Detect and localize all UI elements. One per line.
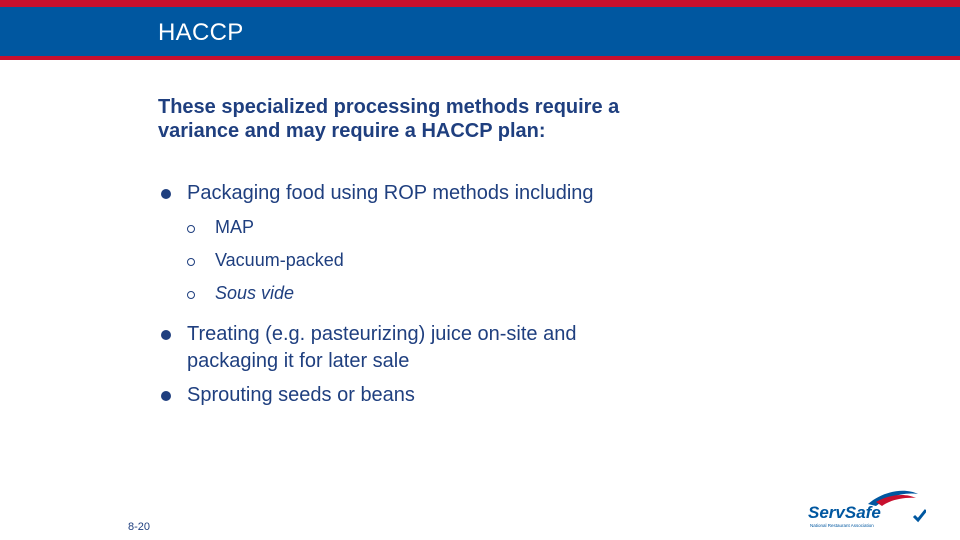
bullet-item-juice (158, 321, 627, 375)
logo-tagline: National Restaurant Association (810, 523, 874, 528)
bullet-text: Treating (e.g. pasteurizing) juice on-site and packaging it for later sale (187, 323, 577, 372)
sub-item-vacuum-packed (187, 247, 627, 280)
title-bar (0, 7, 960, 56)
sub-item-sous-vide (187, 280, 627, 313)
bullet-dot-icon (161, 391, 171, 401)
bullet-item-rop (158, 180, 627, 313)
servsafe-logo (806, 488, 926, 534)
bullet-text: Sprouting seeds or beans (187, 384, 415, 406)
sub-bullet-list (187, 214, 627, 313)
intro-text: These specialized processing methods require a variance and may require a HACCP plan: (158, 96, 620, 142)
bullet-item-sprouting (158, 382, 627, 409)
sub-bullet-ring-icon (187, 291, 195, 299)
sub-bullet-ring-icon (187, 225, 195, 233)
sub-item-map (187, 214, 627, 247)
title-underline-stripe (0, 56, 960, 60)
sub-bullet-ring-icon (187, 258, 195, 266)
sub-item-text: MAP (215, 217, 255, 237)
sub-item-text: Sous vide (215, 283, 295, 303)
logo-wordmark: ServSafe (808, 503, 881, 522)
bullet-dot-icon (161, 189, 171, 199)
top-accent-stripe (0, 0, 960, 7)
bullet-dot-icon (161, 330, 171, 340)
bullet-list (158, 180, 627, 409)
slide-title: HACCP (158, 19, 244, 46)
logo-check-icon (914, 510, 926, 520)
page-number: 8-20 (128, 521, 151, 533)
bullet-text: Packaging food using ROP methods including (187, 182, 594, 204)
sub-item-text: Vacuum-packed (215, 250, 344, 270)
